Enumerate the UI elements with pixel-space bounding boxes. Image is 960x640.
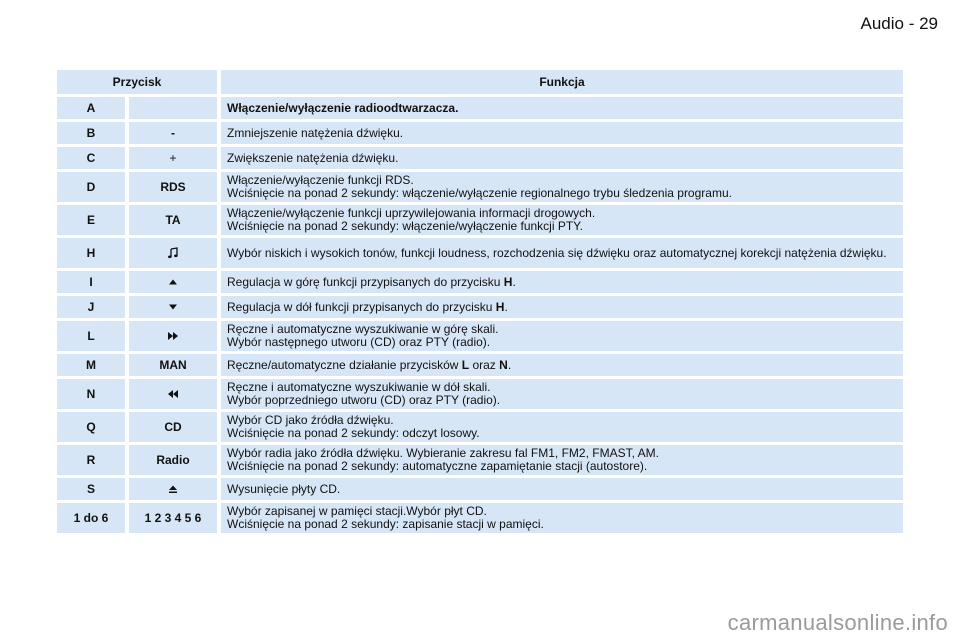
description-line: Ręczne i automatyczne wyszukiwanie w górę skali. [227, 322, 499, 336]
arrow-up-icon [168, 278, 178, 286]
description-bold: H [495, 299, 505, 314]
row-key: H [57, 238, 129, 268]
table-header-row [57, 70, 903, 94]
table-row [57, 296, 903, 318]
row-key: D [57, 172, 129, 202]
row-key: 1 do 6 [57, 503, 129, 533]
description-line: Wciśnięcie na ponad 2 sekundy: zapisanie stacji w pamięci. [227, 517, 544, 531]
description-line: Wciśnięcie na ponad 2 sekundy: włączenie/wyłączenie funkcji PTY. [227, 219, 583, 233]
row-description [221, 172, 903, 202]
row-symbol [129, 478, 221, 500]
row-description: Zmniejszenie natężenia dźwięku. [221, 122, 903, 144]
fast-forward-icon [167, 331, 179, 341]
description-line: Włączenie/wyłączenie funkcji RDS. [227, 173, 414, 187]
row-symbol: MAN [129, 354, 221, 376]
row-symbol [129, 296, 221, 318]
table-row [57, 238, 903, 268]
table-row [57, 147, 903, 169]
row-description [221, 296, 903, 318]
description-text: Regulacja w dół funkcji przypisanych do przycisku [227, 299, 496, 314]
row-key: R [57, 445, 129, 475]
row-symbol [129, 321, 221, 351]
row-symbol: TA [129, 205, 221, 235]
row-description [221, 321, 903, 351]
row-symbol: + [129, 147, 221, 169]
row-description [221, 503, 903, 533]
rewind-icon [167, 389, 179, 399]
row-description [221, 445, 903, 475]
row-key: A [57, 97, 129, 119]
row-symbol [129, 379, 221, 409]
row-description [221, 271, 903, 293]
row-description [221, 379, 903, 409]
row-symbol: 1 2 3 4 5 6 [129, 503, 221, 533]
row-description: Włączenie/wyłączenie radioodtwarzacza. [221, 97, 903, 119]
header-function: Funkcja [221, 70, 903, 94]
music-note-icon [167, 247, 179, 259]
description-bold: H [503, 274, 513, 289]
row-key: B [57, 122, 129, 144]
description-line: Wybór następnego utworu (CD) oraz PTY (radio). [227, 335, 491, 349]
row-key: J [57, 296, 129, 318]
arrow-down-icon [168, 303, 178, 311]
row-key: C [57, 147, 129, 169]
description-text: . [504, 299, 508, 314]
description-text: Ręczne/automatyczne działanie przycisków [227, 357, 462, 372]
table-row [57, 97, 903, 119]
description-text: . [507, 357, 512, 372]
row-symbol: Radio [129, 445, 221, 475]
function-table [57, 67, 903, 536]
table-row [57, 354, 903, 376]
description-text: oraz [469, 357, 500, 372]
table-row [57, 478, 903, 500]
row-symbol: CD [129, 412, 221, 442]
description-bold: L [461, 357, 470, 372]
description-line: Wybór radia jako źródła dźwięku. Wybieranie zakresu fal FM1, FM2, FMAST, AM. [227, 446, 659, 460]
row-key: L [57, 321, 129, 351]
description-line: Wybór poprzedniego utworu (CD) oraz PTY (radio). [227, 393, 501, 407]
row-symbol [129, 271, 221, 293]
table-row [57, 172, 903, 202]
description-line: Wybór CD jako źródła dźwięku. [227, 413, 394, 427]
row-description [221, 412, 903, 442]
table-row [57, 321, 903, 351]
table-row [57, 122, 903, 144]
row-description: Wybór niskich i wysokich tonów, funkcji loudness, rozchodzenia się dźwięku oraz automatycznej korekcji natężenia dźwięku. [221, 238, 903, 268]
row-key: S [57, 478, 129, 500]
row-key: I [57, 271, 129, 293]
row-key: Q [57, 412, 129, 442]
row-symbol: - [129, 122, 221, 144]
row-description: Zwiększenie natężenia dźwięku. [221, 147, 903, 169]
row-key: M [57, 354, 129, 376]
table-row [57, 503, 903, 533]
description-line: Wybór zapisanej w pamięci stacji.Wybór płyt CD. [227, 504, 487, 518]
page-title: Audio - 29 [860, 14, 938, 33]
description-text: . [512, 274, 516, 289]
watermark: carmanualsonline.info [727, 610, 948, 635]
row-description [221, 205, 903, 235]
row-symbol [129, 97, 221, 119]
description-text: Regulacja w górę funkcji przypisanych do przycisku [227, 274, 504, 289]
description-bold: N [499, 357, 508, 372]
row-description: Wysunięcie płyty CD. [221, 478, 903, 500]
row-symbol [129, 238, 221, 268]
description-line: Ręczne i automatyczne wyszukiwanie w dół skali. [227, 380, 491, 394]
row-symbol: RDS [129, 172, 221, 202]
table-row [57, 205, 903, 235]
header-key: Przycisk [57, 70, 221, 94]
description-line: Wciśnięcie na ponad 2 sekundy: odczyt losowy. [227, 426, 480, 440]
table-row [57, 445, 903, 475]
description-line: Wciśnięcie na ponad 2 sekundy: automatyczne zapamiętanie stacji (autostore). [227, 459, 648, 473]
row-description [221, 354, 903, 376]
description-line: Wciśnięcie na ponad 2 sekundy: włączenie/wyłączenie regionalnego trybu śledzenia programu. [227, 186, 732, 200]
table-row [57, 412, 903, 442]
table-row [57, 379, 903, 409]
eject-icon [167, 484, 179, 494]
row-key: N [57, 379, 129, 409]
table-row [57, 271, 903, 293]
row-key: E [57, 205, 129, 235]
description-line: Włączenie/wyłączenie funkcji uprzywilejowania informacji drogowych. [227, 206, 596, 220]
